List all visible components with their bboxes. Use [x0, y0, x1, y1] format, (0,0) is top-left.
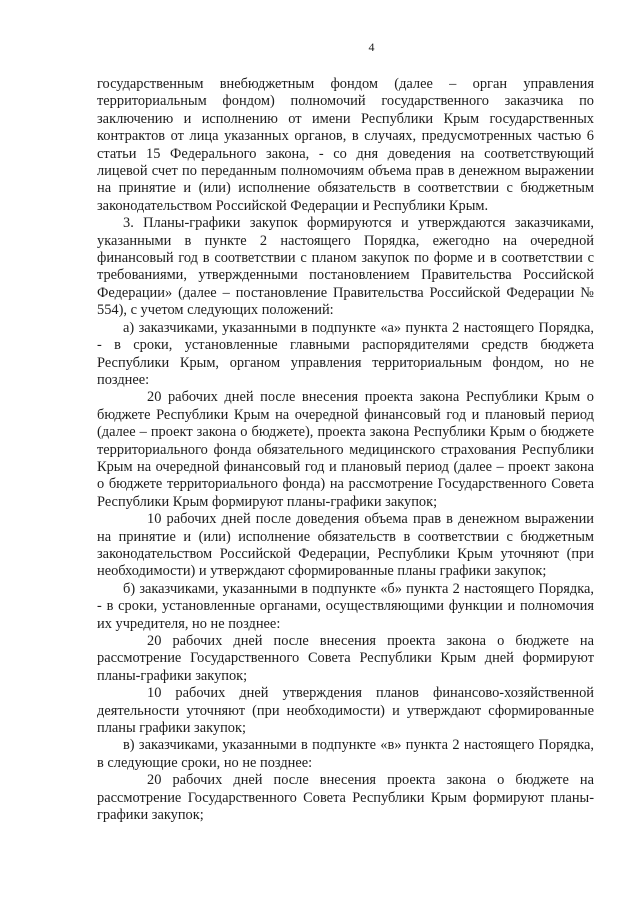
paragraph-b-10-days: 10 рабочих дней утверждения планов финансово-хозяйственной деятельности уточняют (при необходимости) и утверждают сформированные планы графики закупок;	[97, 685, 594, 737]
document-body	[97, 76, 594, 824]
paragraph-item-3: 3. Планы-графики закупок формируются и утверждаются заказчиками, указанными в пункте 2 настоящего Порядка, ежегодно на очередной финансовый год в соответствии с планом закупок по форме и в соответствии с требованиями, утвержденными постановлением Правительства Российской Федерации» (далее – постановление Правительства Российской Федерации № 554), с учетом следующих положений:	[97, 215, 594, 319]
paragraph-a-20-days: 20 рабочих дней после внесения проекта закона Республики Крым о бюджете Республики Крым на очередной финансовый год и плановый период (далее – проект закона о бюджете), проекта закона Республики Крым о бюджете территориального фонда обязательного медицинского страхования Республики Крым на очередной финансовый год и плановый период (далее – проект закона о бюджете территориального фонда) на рассмотрение Государственного Совета Республики Крым формируют планы-графики закупок;	[97, 389, 594, 510]
paragraph-continuation: государственным внебюджетным фондом (далее – орган управления территориальным фондом) полномочий государственного заказчика по заключению и исполнению от имени Республики Крым государственных контрактов от лица указанных органов, в случаях, предусмотренных частью 6 статьи 15 Федерального закона, - со дня доведения на соответствующий лицевой счет по переданным полномочиям объема прав в денежном выражении на принятие и (или) исполнение обязательств в соответствии с бюджетным законодательством Российской Федерации и Республики Крым.	[97, 76, 594, 214]
paragraph-b-20-days: 20 рабочих дней после внесения проекта закона о бюджете на рассмотрение Государственного Совета Республики Крым дней формируют планы-графики закупок;	[97, 633, 594, 684]
paragraph-subitem-v: в) заказчиками, указанными в подпункте «в» пункта 2 настоящего Порядка, в следующие сроки, но не позднее:	[97, 737, 594, 771]
paragraph-a-10-days: 10 рабочих дней после доведения объема прав в денежном выражении на принятие и (или) исполнение обязательств в соответствии с бюджетным законодательством Российской Федерации, Республики Крым уточняют (при необходимости) и утверждают сформированные планы графики закупок;	[97, 511, 594, 580]
paragraph-subitem-b: б) заказчиками, указанными в подпункте «б» пункта 2 настоящего Порядка, - в сроки, установленные органами, осуществляющими функции и полномочия их учредителя, но не позднее:	[97, 580, 594, 632]
paragraph-subitem-a: а) заказчиками, указанными в подпункте «а» пункта 2 настоящего Порядка, - в сроки, установленные главными распорядителями средств бюджета Республики Крым, органом управления территориальным фондом, но не позднее:	[97, 319, 594, 388]
paragraph-v-20-days: 20 рабочих дней после внесения проекта закона о бюджете на рассмотрение Государственного Совета Республики Крым формируют планы-графики закупок;	[97, 772, 594, 824]
page-number: 4	[368, 40, 375, 54]
